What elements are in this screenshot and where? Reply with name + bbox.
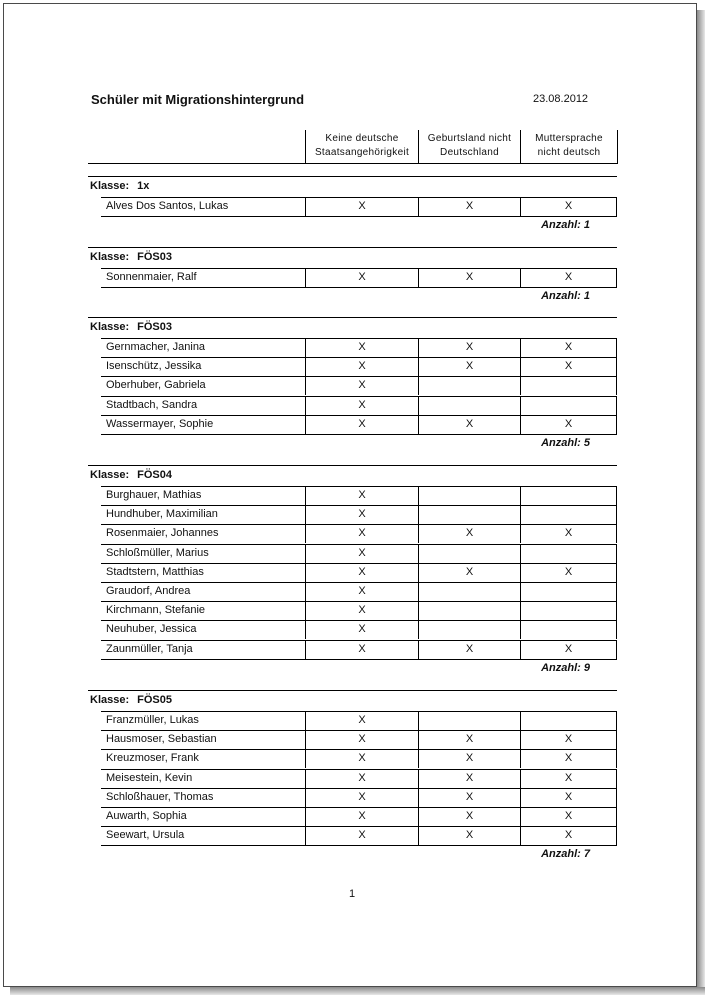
mark-cell: X <box>305 338 418 357</box>
mark-cell: X <box>305 486 418 505</box>
table-row <box>101 620 617 639</box>
class-name: 1x <box>137 180 150 192</box>
mark-cell: X <box>305 711 418 730</box>
group-class-label <box>90 321 172 333</box>
table-row <box>101 268 617 287</box>
mark-cell: X <box>520 788 617 807</box>
class-name: FÖS04 <box>137 469 172 481</box>
mark-cell: X <box>305 357 418 376</box>
student-name: Sonnenmaier, Ralf <box>106 271 197 283</box>
table-row <box>101 563 617 582</box>
mark-cell: X <box>418 749 520 768</box>
class-label-text: Klasse: <box>90 321 130 333</box>
student-name: Meisestein, Kevin <box>106 771 193 784</box>
group-class-label <box>90 469 172 481</box>
table-row <box>101 338 617 357</box>
mark-cell: X <box>418 640 520 659</box>
mark-cell <box>418 544 520 563</box>
count-value: 9 <box>583 661 590 674</box>
student-name: Hausmoser, Sebastian <box>106 733 217 746</box>
mark-cell: X <box>520 640 617 659</box>
mark-cell: X <box>520 807 617 826</box>
student-name: Neuhuber, Jessica <box>106 623 197 636</box>
mark-cell: X <box>520 730 617 749</box>
table-row <box>101 376 617 395</box>
group-count <box>541 437 590 449</box>
table-row <box>101 640 617 659</box>
mark-cell: X <box>305 396 418 415</box>
mark-cell <box>418 711 520 730</box>
student-name: Franzmüller, Lukas <box>106 714 199 726</box>
mark-cell: X <box>418 769 520 788</box>
student-name: Burghauer, Mathias <box>106 489 202 501</box>
mark-cell: X <box>305 563 418 582</box>
column-header-birthplace: Geburtsland nicht Deutschland <box>418 130 520 164</box>
table-row <box>101 788 617 807</box>
row-divider <box>101 434 617 435</box>
mark-cell: X <box>418 788 520 807</box>
table-row <box>101 505 617 524</box>
mark-cell: X <box>305 640 418 659</box>
mark-cell: X <box>305 788 418 807</box>
mark-cell: X <box>305 197 418 216</box>
table-row <box>101 396 617 415</box>
row-divider <box>101 845 617 846</box>
table-row <box>101 730 617 749</box>
table-row <box>101 582 617 601</box>
mark-cell <box>418 601 520 620</box>
mark-cell: X <box>520 524 617 543</box>
mark-cell: X <box>520 415 617 434</box>
mark-cell <box>520 601 617 620</box>
column-header-language: Muttersprache nicht deutsch <box>520 130 618 164</box>
mark-cell <box>520 486 617 505</box>
mark-cell <box>520 582 617 601</box>
mark-cell: X <box>305 544 418 563</box>
group-separator <box>88 465 617 466</box>
table-row <box>101 357 617 376</box>
group-count <box>541 290 590 302</box>
mark-cell: X <box>418 524 520 543</box>
student-name: Alves Dos Santos, Lukas <box>106 200 229 212</box>
mark-cell: X <box>520 563 617 582</box>
mark-cell: X <box>305 807 418 826</box>
mark-cell: X <box>305 415 418 434</box>
count-label: Anzahl: <box>541 290 581 303</box>
mark-cell <box>520 620 617 639</box>
page-shadow-right <box>697 10 705 993</box>
mark-cell: X <box>520 749 617 768</box>
mark-cell: X <box>305 268 418 287</box>
mark-cell: X <box>418 807 520 826</box>
mark-cell: X <box>520 268 617 287</box>
student-name: Oberhuber, Gabriela <box>106 379 206 392</box>
mark-cell: X <box>418 357 520 376</box>
group-class-label <box>90 251 172 263</box>
group-count <box>541 662 590 674</box>
table-row <box>101 769 617 788</box>
table-row <box>101 807 617 826</box>
group-count <box>541 219 590 231</box>
mark-cell: X <box>305 620 418 639</box>
mark-cell: X <box>305 376 418 395</box>
mark-cell: X <box>418 730 520 749</box>
student-name: Kreuzmoser, Frank <box>106 752 199 765</box>
page-number: 1 <box>349 888 356 900</box>
class-label-text: Klasse: <box>90 694 130 706</box>
student-name: Hundhuber, Maximilian <box>106 508 218 521</box>
count-value: 1 <box>583 290 590 303</box>
count-label: Anzahl: <box>541 219 581 232</box>
report-date: 23.08.2012 <box>533 93 589 105</box>
table-row <box>101 544 617 563</box>
class-label-text: Klasse: <box>90 251 130 263</box>
mark-cell: X <box>418 338 520 357</box>
mark-cell <box>418 582 520 601</box>
row-divider <box>101 659 617 660</box>
table-row <box>101 826 617 845</box>
mark-cell <box>418 620 520 639</box>
count-value: 7 <box>583 848 590 861</box>
mark-cell: X <box>520 197 617 216</box>
class-label-text: Klasse: <box>90 180 130 192</box>
group-separator <box>88 690 617 691</box>
class-label-text: Klasse: <box>90 469 130 481</box>
table-row <box>101 415 617 434</box>
mark-cell <box>520 376 617 395</box>
student-name: Schloßmüller, Marius <box>106 546 209 559</box>
student-name: Auwarth, Sophia <box>106 810 187 822</box>
page-shadow-bottom <box>10 987 705 995</box>
student-name: Isenschütz, Jessika <box>106 360 202 373</box>
report-title: Schüler mit Migrationshintergrund <box>91 92 305 107</box>
mark-cell <box>418 396 520 415</box>
mark-cell: X <box>418 197 520 216</box>
header-divider <box>88 163 617 164</box>
class-name: FÖS05 <box>137 694 172 706</box>
student-name: Zaunmüller, Tanja <box>106 642 193 655</box>
mark-cell <box>520 711 617 730</box>
mark-cell: X <box>520 357 617 376</box>
group-class-label <box>90 694 172 706</box>
count-value: 1 <box>583 219 590 232</box>
mark-cell: X <box>305 505 418 524</box>
mark-cell: X <box>305 769 418 788</box>
group-separator <box>88 247 617 248</box>
student-name: Gernmacher, Janina <box>106 341 206 353</box>
count-label: Anzahl: <box>541 848 581 861</box>
group-count <box>541 848 590 860</box>
student-name: Stadtbach, Sandra <box>106 398 198 411</box>
mark-cell <box>520 544 617 563</box>
row-divider <box>101 216 617 217</box>
column-header-citizenship: Keine deutsche Staatsangehörigkeit <box>305 130 418 164</box>
mark-cell: X <box>520 338 617 357</box>
count-label: Anzahl: <box>541 661 581 674</box>
group-class-label <box>90 180 149 192</box>
group-separator <box>88 317 617 318</box>
class-name: FÖS03 <box>137 321 172 333</box>
mark-cell: X <box>305 601 418 620</box>
table-row <box>101 524 617 543</box>
count-label: Anzahl: <box>541 437 581 449</box>
student-name: Schloßhauer, Thomas <box>106 790 214 803</box>
mark-cell <box>418 376 520 395</box>
mark-cell: X <box>305 749 418 768</box>
count-value: 5 <box>583 437 590 449</box>
student-name: Rosenmaier, Johannes <box>106 527 219 540</box>
mark-cell <box>418 486 520 505</box>
mark-cell: X <box>418 826 520 845</box>
mark-cell: X <box>520 826 617 845</box>
student-name: Seewart, Ursula <box>106 829 185 842</box>
student-name: Wassermayer, Sophie <box>106 417 214 430</box>
mark-cell: X <box>418 415 520 434</box>
table-row <box>101 486 617 505</box>
mark-cell: X <box>305 524 418 543</box>
mark-cell <box>520 505 617 524</box>
row-divider <box>101 287 617 288</box>
mark-cell <box>418 505 520 524</box>
table-row <box>101 601 617 620</box>
mark-cell: X <box>418 268 520 287</box>
mark-cell: X <box>305 826 418 845</box>
mark-cell: X <box>520 769 617 788</box>
mark-cell <box>520 396 617 415</box>
student-name: Stadtstern, Matthias <box>106 565 204 578</box>
mark-cell: X <box>418 563 520 582</box>
student-name: Kirchmann, Stefanie <box>106 604 206 617</box>
table-row <box>101 197 617 216</box>
group-separator <box>88 176 617 177</box>
mark-cell: X <box>305 730 418 749</box>
table-row <box>101 749 617 768</box>
mark-cell: X <box>305 582 418 601</box>
class-name: FÖS03 <box>137 251 172 263</box>
student-name: Graudorf, Andrea <box>106 585 191 597</box>
table-row <box>101 711 617 730</box>
